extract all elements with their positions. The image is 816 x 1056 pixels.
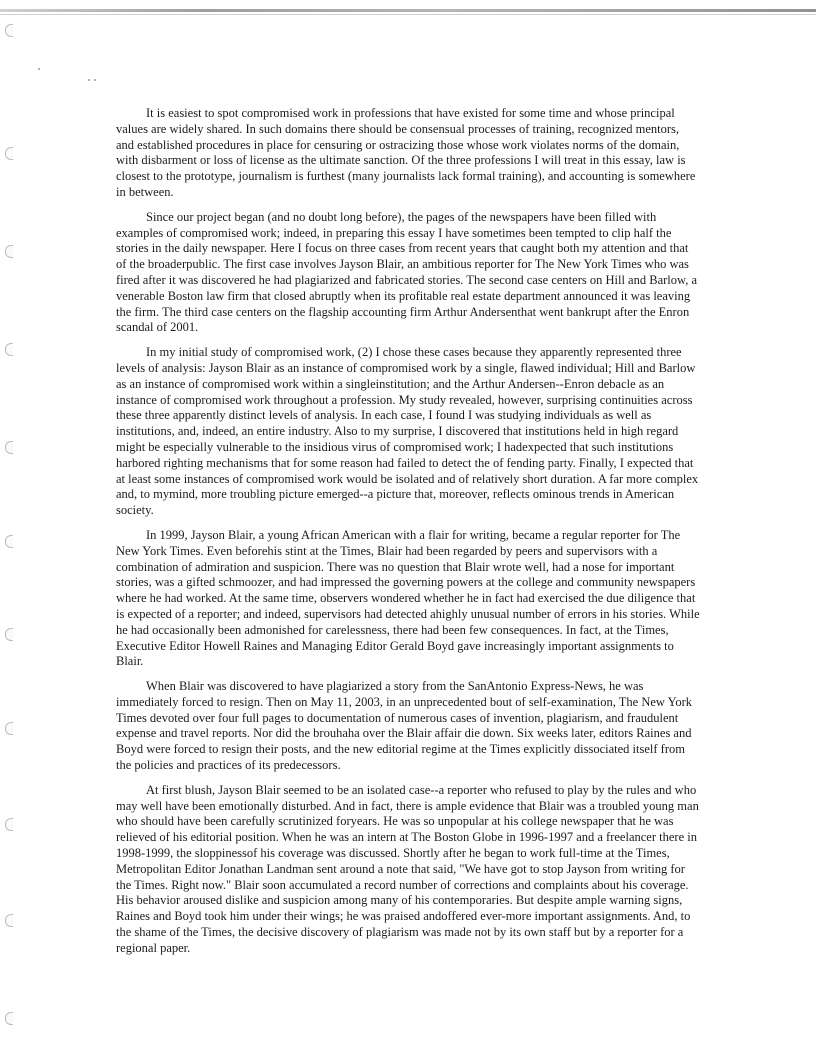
binding-hole: [5, 722, 13, 735]
binding-hole: [5, 914, 13, 927]
binding-hole: [5, 818, 13, 831]
binding-hole: [5, 147, 13, 160]
scan-top-edge: [0, 9, 816, 12]
body-paragraph-5: When Blair was discovered to have plagiarized a story from the SanAntonio Express-News, he was immediately forced to resign. Then on May 11, 2003, in an unprecedented bout of self-examination, The New York Times devoted over four full pages to documentation of numerous cases of invention, plagiarism, and fraudulent expense and travel reports. Nor did the brouhaha over the Blair affair die down. Six weeks later, editors Raines and Boyd were forced to resign their posts, and the new editorial regime at the Times explicitly dissociated itself from the policies and practices of its predecessors.: [116, 679, 693, 773]
scan-speck: [38, 68, 40, 70]
scan-speck: [88, 79, 90, 81]
scan-top-edge-line: [0, 14, 816, 15]
scan-speck: [94, 79, 96, 81]
body-paragraph-2: Since our project began (and no doubt long before), the pages of the newspapers have been filled with examples of compromised work; indeed, in preparing this essay I have sometimes been tempted to clip half the stories in the daily newspaper. Here I focus on three cases from recent years that caught both my attention and that of the broaderpublic. The first case involves Jayson Blair, an ambitious reporter for The New York Times who was fired after it was discovered he had plagiarized and fabricated stories. The second case centers on Hill and Barlow, a venerable Boston law firm that closed abruptly when its profitable real estate department announced it was leaving the firm. The third case centers on the flagship accounting firm Arthur Andersenthat went bankrupt after the Enron scandal of 2001.: [116, 209, 698, 335]
binding-hole: [5, 245, 13, 258]
binding-hole: [5, 441, 13, 454]
binding-hole: [5, 343, 13, 356]
document-body: [116, 106, 700, 966]
binding-hole: [5, 1012, 13, 1025]
body-paragraph-4: In 1999, Jayson Blair, a young African American with a flair for writing, became a regular reporter for The New York Times. Even beforehis stint at the Times, Blair had been regarded by peers and supervisors with a combination of admiration and suspicion. There was no question that Blair wrote well, had a nose for important stories, was a gifted schmoozer, and had impressed the governing powers at the college and community newspapers where he had worked. At the same time, observers wondered whether he in fact had exercised the due diligence that is expected of a reporter; and indeed, supervisors had detected ahighly unusual number of errors in his stories. While he had occasionally been admonished for carelessness, there had been few consequences. In fact, at the Times, Executive Editor Howell Raines and Managing Editor Gerald Boyd gave increasingly important assignments to Blair.: [116, 527, 700, 669]
body-paragraph-1: It is easiest to spot compromised work in professions that have existed for some time and whose principal values are widely shared. In such domains there should be consensual processes of training, recognized mentors, and established procedures in place for censuring or ostracizing those whose work violates norms of the domain, with disbarment or loss of license as the ultimate sanction. Of the three professions I will treat in this essay, law is closest to the prototype, journalism is furthest (many journalists lack formal training), and accounting is somewhere in between.: [116, 106, 696, 199]
body-paragraph-6: At first blush, Jayson Blair seemed to be an isolated case--a reporter who refused to play by the rules and who may well have been emotionally disturbed. And in fact, there is ample evidence that Blair was a troubled young man who should have been carefully scrutinized foryears. He was so unpopular at his college newspaper that he was relieved of his editorial position. When he was an intern at The Boston Globe in 1996-1997 and a freelancer there in 1998-1999, the sloppinessof his coverage was discussed. Shortly after he began to work full-time at the Times, Metropolitan Editor Jonathan Landman sent around a note that said, "We have got to stop Jayson from writing for the Times. Right now." Blair soon accumulated a record number of corrections and complaints about his coverage. His behavior aroused dislike and suspicion among many of his contemporaries. But despite ample warning signs, Raines and Boyd took him under their wings; he was praised andoffered ever-more important assignments. And, to the shame of the Times, the decisive discovery of plagiarism was made not by its own staff but by a reporter for a regional paper.: [116, 782, 699, 955]
binding-hole: [5, 628, 13, 641]
binding-hole: [5, 24, 13, 37]
body-paragraph-3: In my initial study of compromised work, (2) I chose these cases because they apparently represented three levels of analysis: Jayson Blair as an instance of compromised work by a single, flawed individual; Hill and Barlow as an instance of compromised work within a singleinstitution; and the Arthur Andersen--Enron debacle as an instance of compromised work throughout a profession. My study revealed, however, surprising continuities across these three apparently distinct levels of analysis. In each case, I found I was studying individuals as well as institutions, and, indeed, an entire industry. Also to my surprise, I discovered that institutions held in high regard might be especially vulnerable to the insidious virus of compromised work; I hadexpected that such institutions harbored righting mechanisms that for some reason had failed to detect the of fending party. Finally, I expected that at least some instances of compromised work would be isolated and of relatively short duration. A far more complex and, to mymind, more troubling picture emerged--a picture that, moreover, reflects ominous trends in American society.: [116, 345, 699, 518]
binding-hole: [5, 535, 13, 548]
